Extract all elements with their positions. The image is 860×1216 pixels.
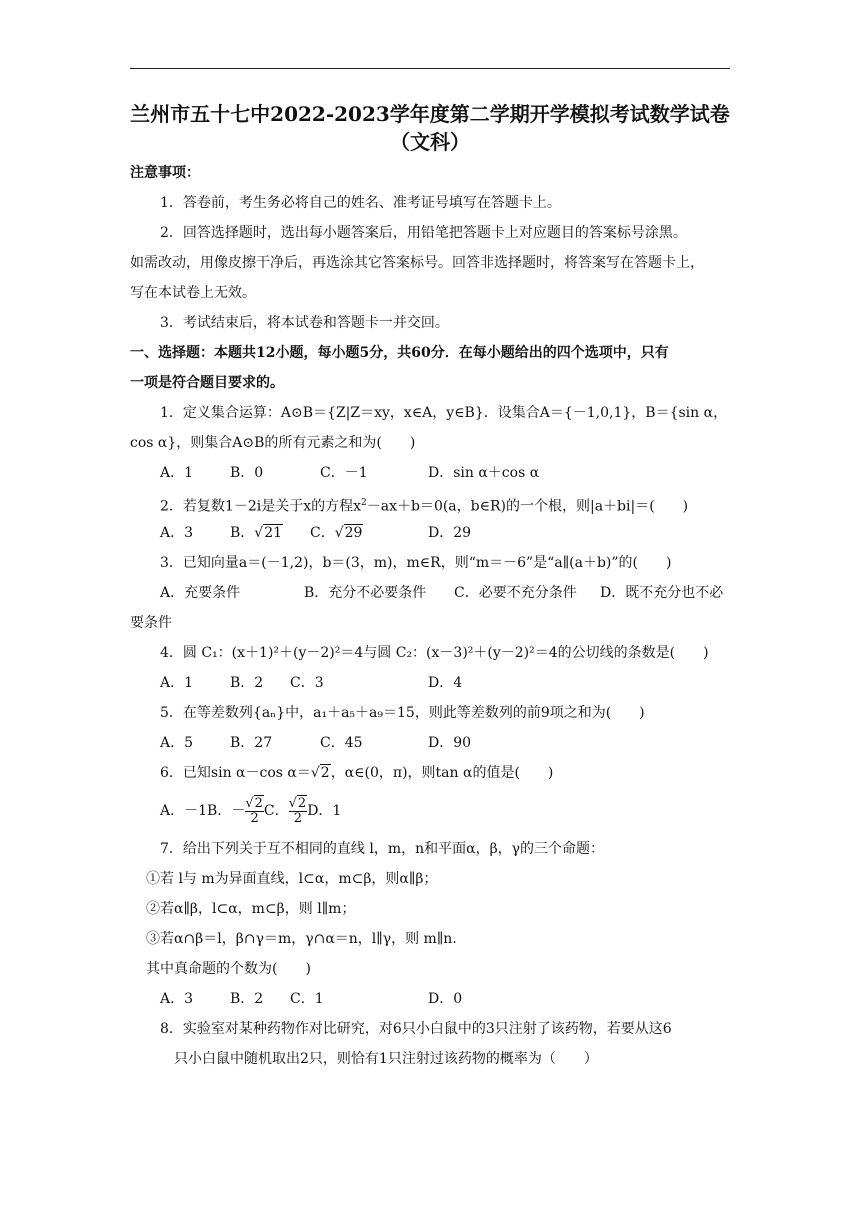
q3-option-b: B．充分不必要条件 bbox=[304, 585, 427, 601]
section1-heading: 一、选择题：本题共12小题，每小题5分，共60分．在每小题给出的四个选项中，只有 bbox=[130, 345, 669, 361]
q1-stem-cont: cos α}，则集合A⊙B的所有元素之和为( ) bbox=[130, 435, 416, 451]
q4-option-b: B．2 bbox=[230, 675, 264, 691]
q3-option-c: C．必要不充分条件 bbox=[454, 585, 577, 601]
q7-option-d: D．0 bbox=[428, 991, 463, 1007]
q7-question: 其中真命题的个数为( ) bbox=[146, 961, 311, 977]
q2-stem-post: －ax＋b＝0(a，b∈R)的一个根，则|a＋bi|＝( ) bbox=[366, 498, 689, 515]
q6-stem-post: ，α∈(0，π)，则tan α的值是( ) bbox=[330, 765, 554, 781]
notice-item-2-cont: 如需改动，用像皮擦干净后，再选涂其它答案标号。回答非选择题时，将答案写在答题卡上， bbox=[130, 255, 704, 271]
q5-stem: 5．在等差数列{aₙ}中，a₁＋a₅＋a₉＝15，则此等差数列的前9项之和为( ) bbox=[160, 705, 645, 721]
q2-option-b-root: 21 bbox=[264, 525, 283, 541]
exam-subtitle: （文科） bbox=[390, 130, 470, 154]
q1-options bbox=[130, 458, 730, 488]
notice-heading: 注意事项： bbox=[130, 165, 200, 181]
q2-option-d: D．29 bbox=[428, 525, 472, 541]
q6-stem: 6．已知sin α－cos α＝√2，α∈(0，π)，则tan α的值是( ) bbox=[160, 765, 554, 781]
q6-option-d: D．1 bbox=[307, 803, 342, 819]
q7-proposition-3: ③若α∩β＝l，β∩γ＝m，γ∩α＝n，l∥γ，则 m∥n. bbox=[146, 931, 457, 947]
q6-option-b-label: B．－ bbox=[207, 803, 246, 819]
q1-option-d: D．sin α＋cos α bbox=[428, 465, 540, 481]
q2-option-c: C．√29 bbox=[310, 525, 363, 541]
q3-option-a: A．充要条件 bbox=[160, 585, 241, 601]
q7-option-b: B．2 bbox=[230, 991, 264, 1007]
q4-option-a: A．1 bbox=[160, 675, 194, 691]
q3-options bbox=[130, 578, 730, 608]
q2-stem bbox=[130, 488, 730, 518]
q5-option-b: B．27 bbox=[230, 735, 273, 751]
q7-proposition-1: ①若 l与 m为异面直线，l⊂α，m⊂β，则α∥β； bbox=[146, 871, 438, 887]
q4-stem: 4．圆 C₁：(x＋1)²＋(y－2)²＝4与圆 C₂：(x－3)²＋(y－2)²＝4的公切线的条数是( ) bbox=[160, 645, 709, 661]
q2-option-b-label: B． bbox=[230, 525, 255, 541]
q2-option-c-label: C． bbox=[310, 525, 335, 541]
q6-option-a: A．－1 bbox=[160, 803, 208, 819]
q7-proposition-2: ②若α∥β，l⊂α，m⊂β，则 l∥m； bbox=[146, 901, 356, 917]
q2-stem-pre: 2．若复数1－2i是关于x的方程x bbox=[160, 498, 361, 515]
q2-option-b: B．√21 bbox=[230, 525, 283, 541]
q5-option-c: C．45 bbox=[320, 735, 363, 751]
notice-item-3: 3．考试结束后，将本试卷和答题卡一并交回。 bbox=[160, 315, 449, 331]
q2-option-c-root: 29 bbox=[344, 525, 363, 541]
q6-option-b-fraction: $\frac{√2}{2}$ bbox=[245, 795, 263, 826]
exam-page bbox=[130, 100, 730, 1074]
q1-option-c: C．－1 bbox=[320, 465, 368, 481]
q6-root: 2 bbox=[320, 765, 330, 781]
q7-options bbox=[130, 984, 730, 1014]
q3-stem: 3．已知向量a＝(－1,2)，b＝(3，m)，m∈R，则“m＝－6”是“a∥(a＋b)”的( ) bbox=[160, 555, 672, 571]
q4-options bbox=[130, 668, 730, 698]
q5-option-a: A．5 bbox=[160, 735, 194, 751]
q2-options bbox=[130, 518, 730, 548]
section1-heading-cont: 一项是符合题目要求的。 bbox=[130, 375, 284, 391]
q8-stem-cont: 只小白鼠中随机取出2只，则恰有1只注射过该药物的概率为（ ） bbox=[174, 1051, 598, 1067]
notice-item-1: 1．答卷前，考生务必将自己的姓名、准考证号填写在答题卡上。 bbox=[160, 195, 561, 211]
notice-item-2-end: 写在本试卷上无效。 bbox=[130, 285, 256, 301]
q8-stem: 8．实验室对某种药物作对比研究，对6只小白鼠中的3只注射了该药物，若要从这6 bbox=[160, 1021, 672, 1037]
exam-title: 兰州市五十七中2022-2023学年度第二学期开学模拟考试数学试卷 bbox=[130, 102, 730, 126]
header-rule bbox=[130, 68, 730, 69]
q6-option-b-den: 2 bbox=[245, 811, 264, 826]
q6-option-b-num: 2 bbox=[254, 795, 263, 811]
q6-option-c-den: 2 bbox=[289, 811, 308, 826]
q2-option-a: A．3 bbox=[160, 525, 194, 541]
q3-option-d: D．既不充分也不必 bbox=[600, 585, 724, 601]
q5-option-d: D．90 bbox=[428, 735, 472, 751]
q1-stem: 1．定义集合运算：A⊙B＝{Z|Z＝xy，x∈A，y∈B}．设集合A＝{－1,0,1}，B＝{sin α， bbox=[160, 405, 728, 421]
q6-option-c-label: C． bbox=[263, 803, 289, 819]
q3-option-d-cont: 要条件 bbox=[130, 615, 172, 631]
q6-option-c bbox=[263, 795, 307, 826]
q1-option-b: B．0 bbox=[230, 465, 264, 481]
q6-option-c-fraction: $\frac{√2}{2}$ bbox=[288, 795, 307, 826]
q6-option-c-num: 2 bbox=[297, 795, 307, 811]
q5-options bbox=[130, 728, 730, 758]
q6-stem-pre: 6．已知sin α－cos α＝ bbox=[160, 765, 311, 781]
q2-exponent: 2 bbox=[361, 498, 367, 508]
q4-option-c: C．3 bbox=[290, 675, 324, 691]
notice-item-2: 2．回答选择题时，选出每小题答案后，用铅笔把答题卡上对应题目的答案标号涂黑。 bbox=[160, 225, 687, 241]
q7-option-c: C．1 bbox=[290, 991, 324, 1007]
q7-stem: 7．给出下列关于互不相同的直线 l，m，n和平面α，β，γ的三个命题： bbox=[160, 841, 605, 857]
q6-options bbox=[130, 788, 730, 834]
q1-option-a: A．1 bbox=[160, 465, 194, 481]
q6-option-b bbox=[207, 795, 264, 826]
q7-option-a: A．3 bbox=[160, 991, 194, 1007]
q4-option-d: D．4 bbox=[428, 675, 463, 691]
